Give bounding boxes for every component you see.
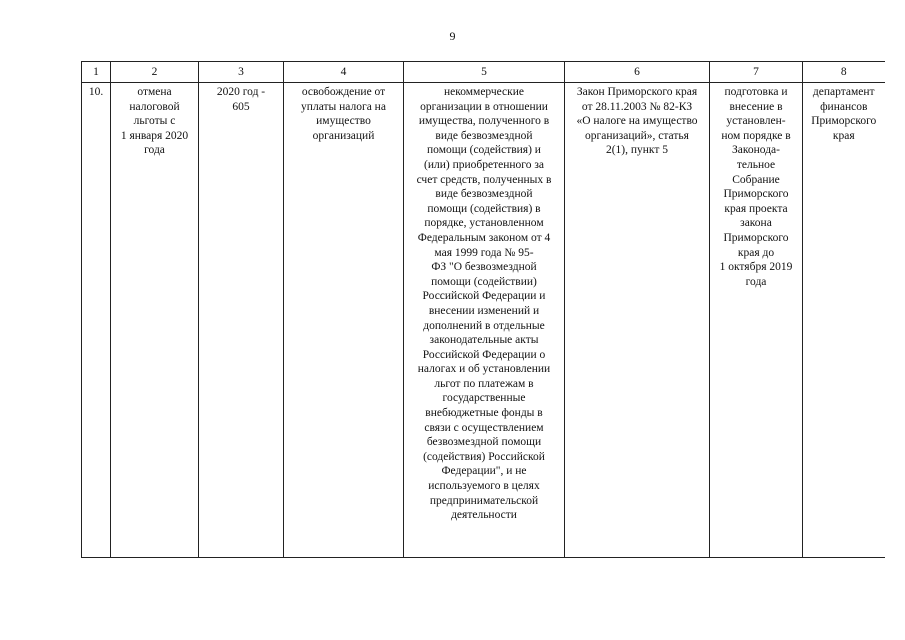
header-cell-6: 6 [565,62,710,83]
category-cell [404,83,565,558]
header-cell-3: 3 [199,62,284,83]
row-number-cell [82,83,111,558]
header-cell-7: 7 [710,62,803,83]
header-cell-2: 2 [111,62,199,83]
header-cell-5: 5 [404,62,565,83]
row-number: 10. [88,86,104,98]
header-cell-1: 1 [82,62,111,83]
law-cell [565,83,710,558]
measure-text: подготовка и внесение в установлен- ном порядке в Законода- тельное Собрание Приморского края проекта закона Приморского края до 1 октября 2019 года [719,86,793,288]
category-text: некоммерческие организации в отношении имущества, полученного в виде безвозмездной помощи (содействия) и (или) приобретенного за счет средств, полученных в виде безвозмездной помощи (содействия) в порядке, установленном Федеральным законом от 4 мая 1999 года № 95- ФЗ "О безвозмездной помощи (содействии) Российской Федерации и внесении изменений и дополнений в отдельные законодательные акты Российской Федерации о налогах и об установлении льгот по платежам в государственные внебюджетные фонды в связи с осуществлением безвозмездной помощи (содействия) Российской Федерации", и не используемого в целях предпринимательской деятельности [416,86,552,522]
header-cell-4: 4 [284,62,404,83]
benefit-text: освобождение от уплаты налога на имущество организаций [301,86,386,142]
benefits-table [81,61,885,558]
code-cell [199,83,284,558]
law-text: Закон Приморского края от 28.11.2003 № 82-КЗ «О налоге на имущество организаций», статья 2(1), пункт 5 [576,86,698,157]
responsible-cell [803,83,885,558]
code-text: 2020 год - 605 [216,86,266,113]
header-cell-8: 8 [803,62,885,83]
header-row [82,62,885,83]
page-number: 9 [449,29,456,43]
action-cell [111,83,199,558]
benefit-cell [284,83,404,558]
measure-cell [710,83,803,558]
table-row [82,83,885,558]
responsible-text: департамент финансов Приморского края [811,86,877,142]
action-text: отмена налоговой льготы с 1 января 2020 года [120,86,189,157]
